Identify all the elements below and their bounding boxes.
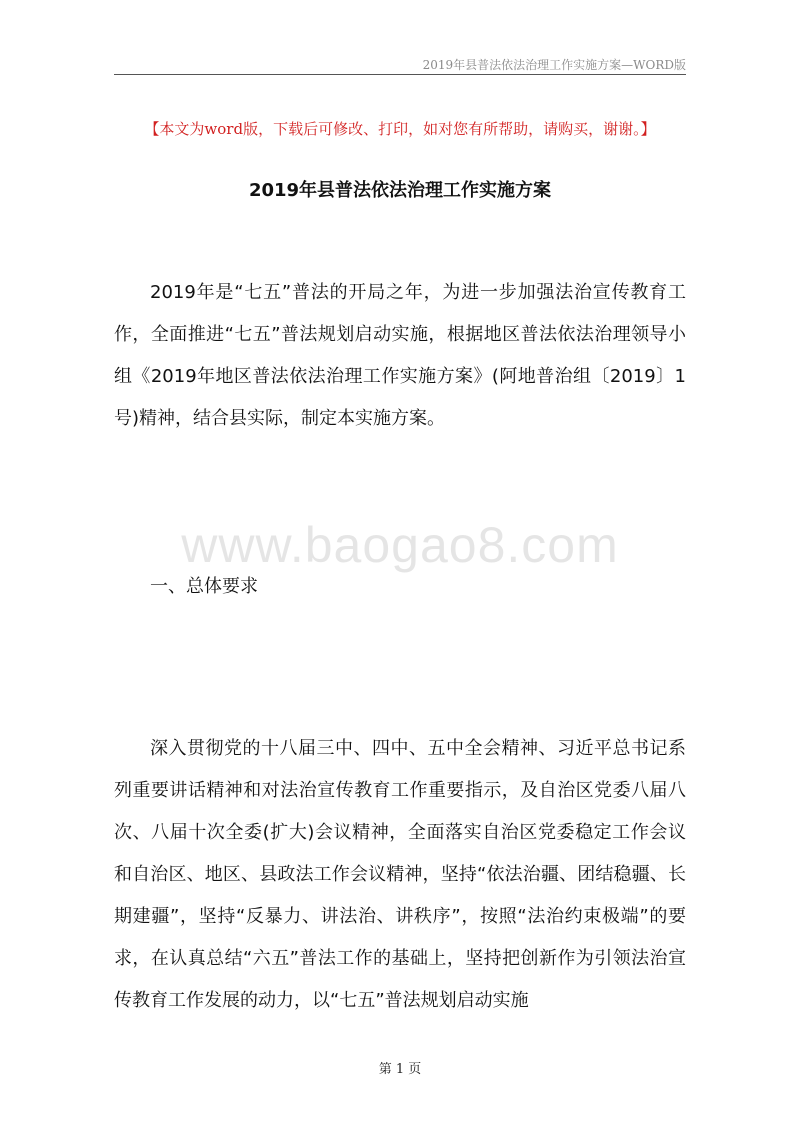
watermark: www.baogao8.com	[181, 517, 619, 573]
section-heading-general-requirements: 一、总体要求	[150, 576, 258, 597]
download-notice: 【本文为word版，下载后可修改、打印，如对您有所帮助，请购买，谢谢。】	[144, 120, 656, 138]
running-header: 2019年县普法依法治理工作实施方案—WORD版	[422, 58, 686, 72]
document-title: 2019年县普法依法治理工作实施方案	[248, 180, 552, 201]
intro-paragraph: 2019年是“七五”普法的开局之年，为进一步加强法治宣传教育工作，全面推进“七五”普法规划启动实施，根据地区普法依法治理领导小组《2019年地区普法依法治理工作实施方案》(阿地普治组〔2019〕1号)精神，结合县实际，制定本实施方案。	[114, 282, 686, 429]
page-number: 第 1 页	[378, 1062, 422, 1077]
section-body-paragraph: 深入贯彻党的十八届三中、四中、五中全会精神、习近平总书记系列重要讲话精神和对法治宣传教育工作重要指示，及自治区党委八届八次、八届十次全委(扩大)会议精神，全面落实自治区党委稳定工作会议和自治区、地区、县政法工作会议精神，坚持“依法治疆、团结稳疆、长期建疆”，坚持“反暴力、讲法治、讲秩序”，按照“法治约束极端”的要求，在认真总结“六五”普法工作的基础上，坚持把创新作为引领法治宣传教育工作发展的动力，以“七五”普法规划启动实施	[114, 738, 686, 1011]
header-divider	[114, 74, 686, 75]
